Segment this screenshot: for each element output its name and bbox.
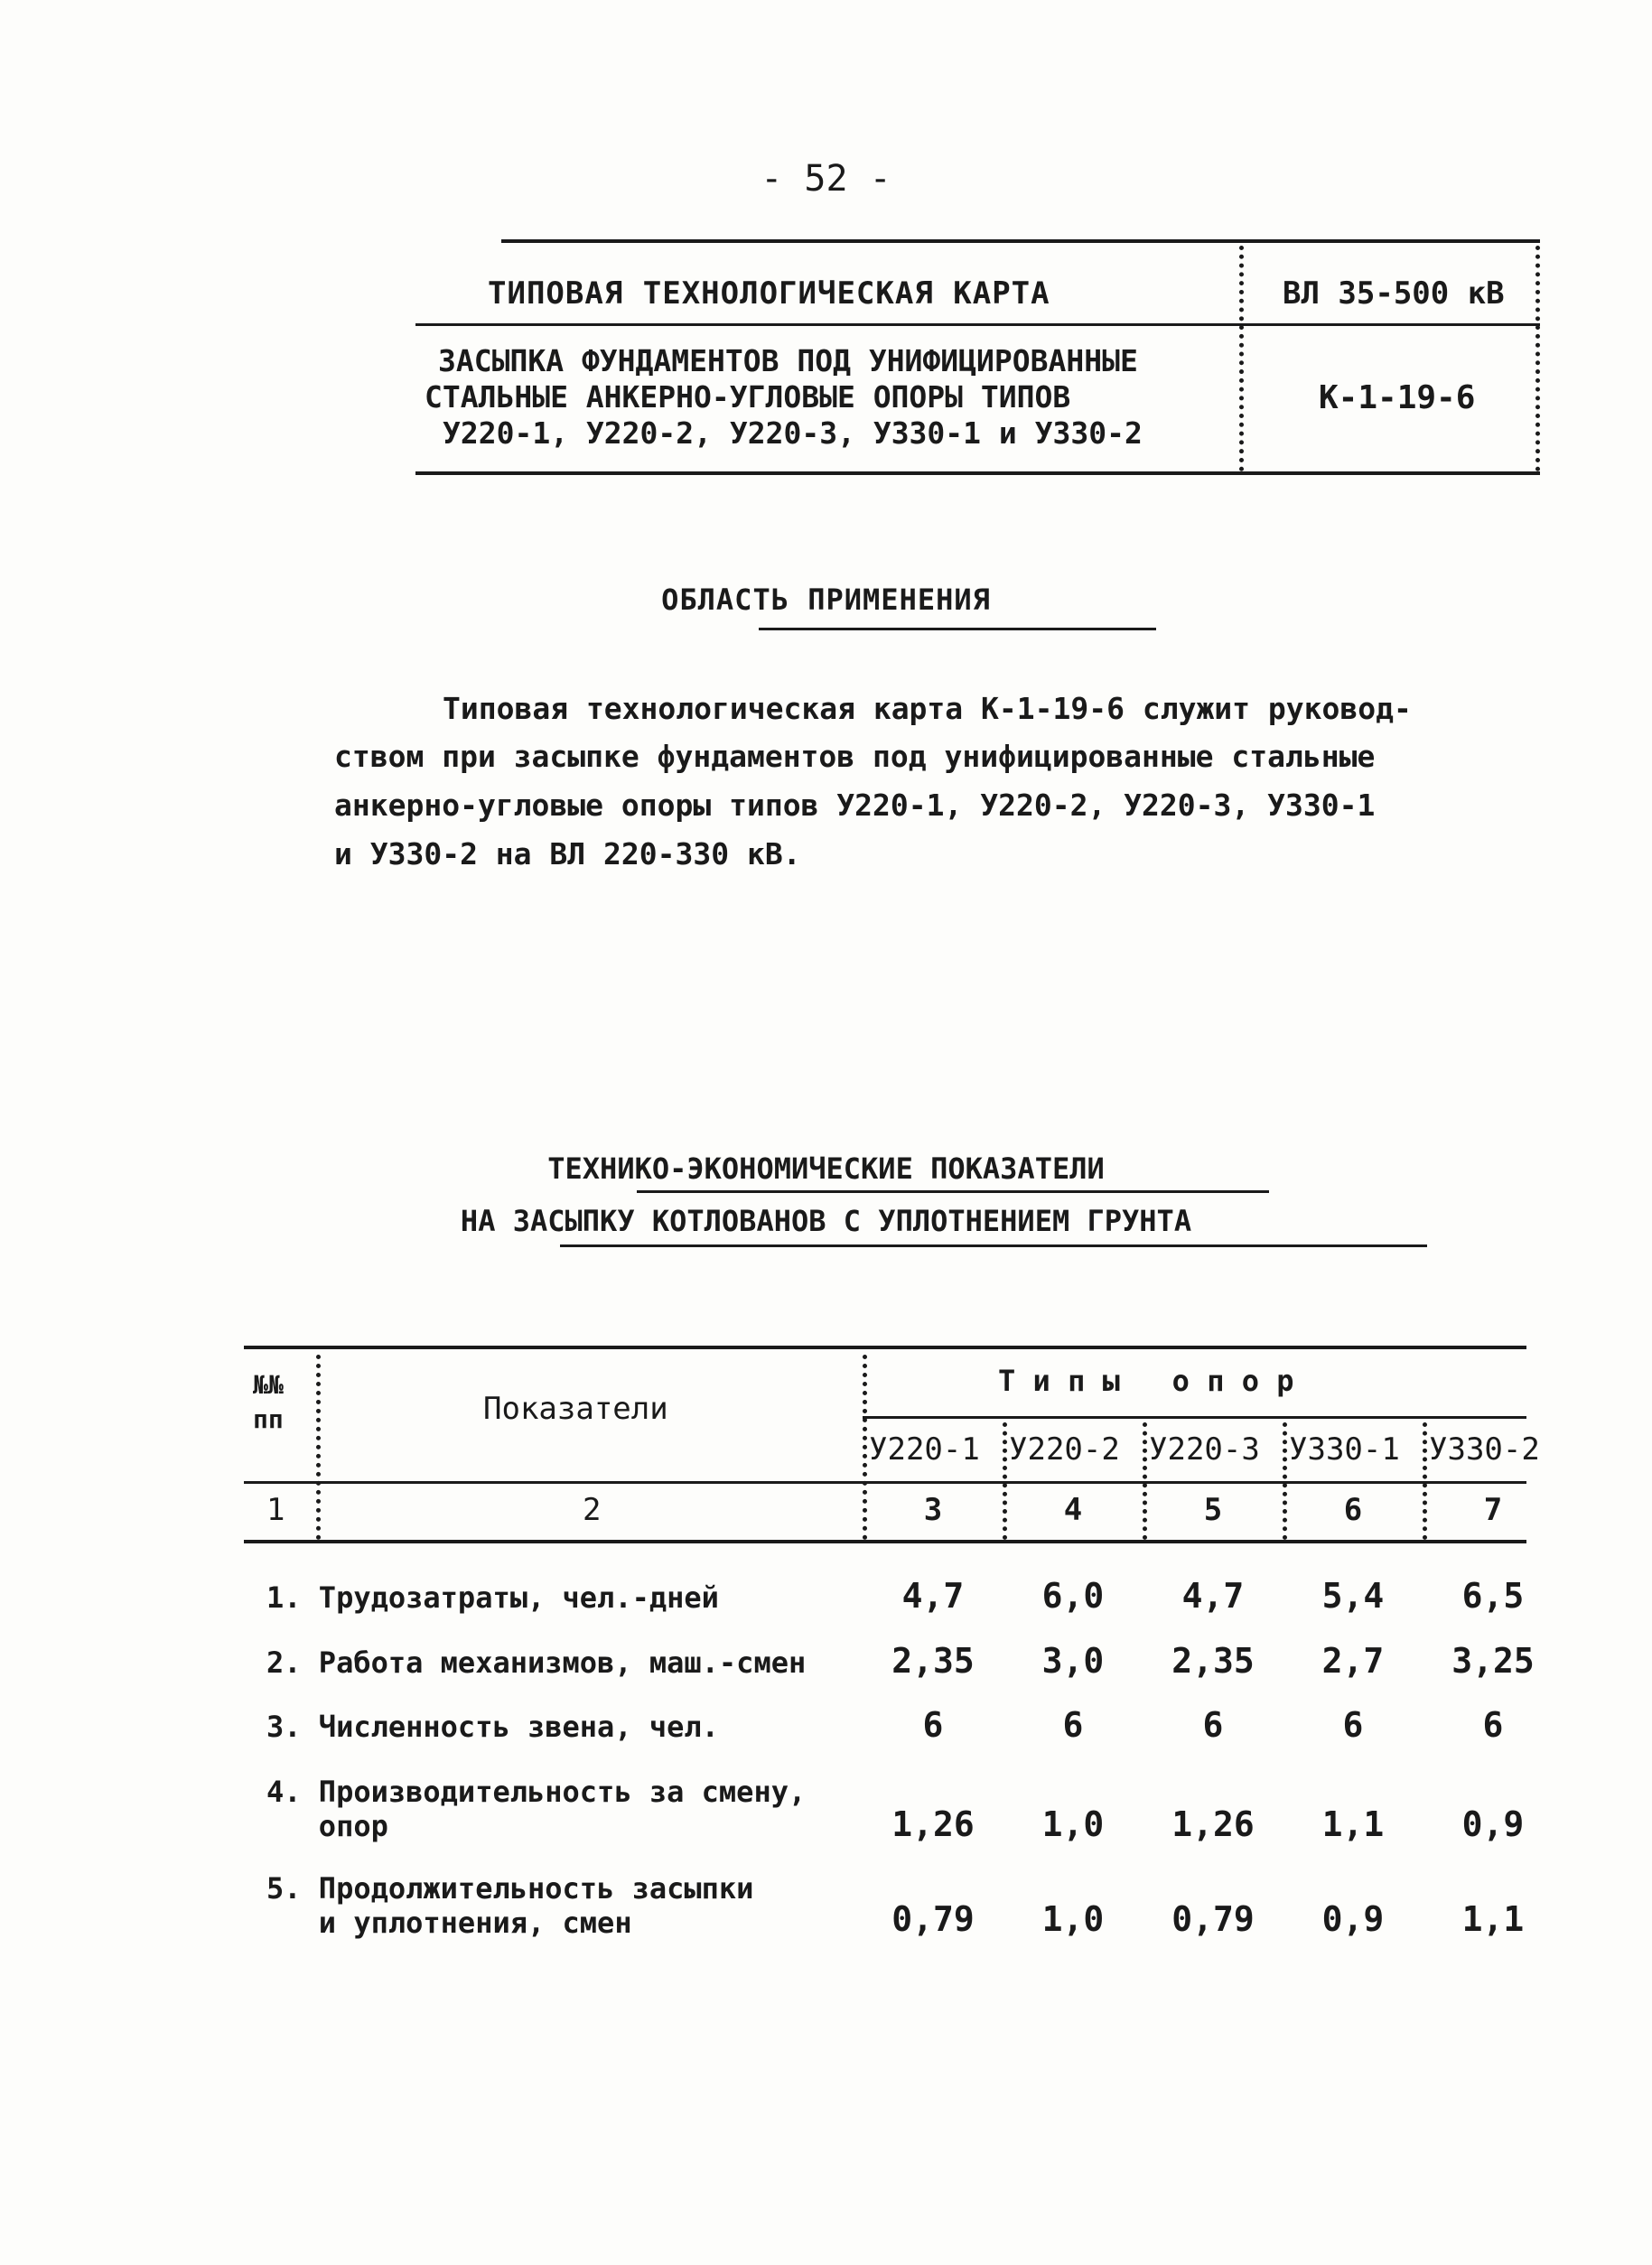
card-mid-rule: [415, 323, 1540, 326]
paragraph-line: анкерно-угловые опоры типов У220-1, У220-2, У220-3, У330-1: [334, 788, 1376, 823]
row-value: 6: [922, 1705, 944, 1745]
row-value: 6: [1202, 1705, 1224, 1745]
type-column-header: У220-2: [1009, 1431, 1120, 1468]
section-heading: ОБЛАСТЬ ПРИМЕНЕНИЯ: [661, 583, 991, 617]
section-heading-underline: [759, 628, 1156, 630]
types-header: Т и п ы о п о р: [998, 1364, 1294, 1398]
row-label: 3. Численность звена, чел.: [266, 1710, 719, 1744]
page-number: - 52 -: [761, 158, 891, 200]
card-scope-code: ВЛ 35-500 кВ: [1283, 275, 1505, 312]
row-value: 0,9: [1461, 1804, 1525, 1844]
row-value: 1,1: [1321, 1804, 1385, 1844]
row-value: 3,0: [1041, 1641, 1105, 1681]
indicators-heading-line2: НА ЗАСЫПКУ КОТЛОВАНОВ С УПЛОТНЕНИЕМ ГРУНТА: [460, 1204, 1192, 1238]
table-colnum-rule: [244, 1540, 1526, 1543]
type-column-header: У220-1: [869, 1431, 980, 1468]
col-no-header: №№ пп: [253, 1370, 284, 1434]
row-label: 1. Трудозатраты, чел.-дней: [266, 1580, 719, 1615]
type-column-header: У330-2: [1429, 1431, 1540, 1468]
column-number: 3: [923, 1492, 943, 1528]
row-label: 4. Производительность за смену,: [266, 1775, 807, 1809]
row-value: 3,25: [1451, 1641, 1535, 1681]
row-label: 5. Продолжительность засыпки: [266, 1871, 754, 1906]
type-column-header: У330-1: [1289, 1431, 1400, 1468]
card-divider-right: [1535, 246, 1540, 471]
column-number: 7: [1483, 1492, 1503, 1528]
divider-no: [316, 1355, 321, 1540]
row-value: 1,1: [1461, 1899, 1525, 1939]
column-number: 6: [1343, 1492, 1363, 1528]
row-value: 6: [1342, 1705, 1364, 1745]
table-header-rule: [244, 1481, 1526, 1484]
column-number: 2: [583, 1492, 602, 1528]
card-number: К-1-19-6: [1319, 379, 1476, 416]
row-value: 6,0: [1041, 1576, 1105, 1616]
column-number: 5: [1203, 1492, 1223, 1528]
row-value: 0,79: [891, 1899, 975, 1939]
indicators-underline-1: [637, 1190, 1269, 1193]
table-top-rule: [244, 1346, 1526, 1349]
row-value: 1,26: [1171, 1804, 1255, 1844]
row-label: опор: [266, 1809, 388, 1843]
paragraph-line: и У330-2 на ВЛ 220-330 кВ.: [334, 836, 801, 872]
table-types-rule: [863, 1416, 1526, 1419]
row-label: 2. Работа механизмов, маш.-смен: [266, 1645, 807, 1680]
card-divider-left: [1239, 246, 1244, 471]
row-label: и уплотнения, смен: [266, 1906, 632, 1940]
column-number: 4: [1063, 1492, 1083, 1528]
paragraph-line: Типовая технологическая карта К-1-19-6 служит руковод-: [443, 691, 1412, 726]
row-value: 2,35: [891, 1641, 975, 1681]
row-value: 0,9: [1321, 1899, 1385, 1939]
row-value: 1,26: [891, 1804, 975, 1844]
indicators-heading-line1: ТЕХНИКО-ЭКОНОМИЧЕСКИЕ ПОКАЗАТЕЛИ: [547, 1151, 1105, 1186]
row-value: 6: [1062, 1705, 1084, 1745]
column-number: 1: [266, 1492, 285, 1528]
row-value: 4,7: [1181, 1576, 1245, 1616]
card-title: ТИПОВАЯ ТЕХНОЛОГИЧЕСКАЯ КАРТА: [488, 275, 1050, 312]
col-indicator-header: Показатели: [483, 1391, 668, 1427]
card-top-rule: [501, 239, 1540, 243]
row-value: 4,7: [901, 1576, 965, 1616]
row-value: 1,0: [1041, 1899, 1105, 1939]
row-value: 2,7: [1321, 1641, 1385, 1681]
row-value: 1,0: [1041, 1804, 1105, 1844]
card-subject-line: СТАЛЬНЫЕ АНКЕРНО-УГЛОВЫЕ ОПОРЫ ТИПОВ: [425, 379, 1071, 415]
card-bottom-rule: [415, 471, 1540, 475]
row-value: 2,35: [1171, 1641, 1255, 1681]
type-column-header: У220-3: [1149, 1431, 1260, 1468]
row-value: 6: [1482, 1705, 1504, 1745]
card-subject-line: ЗАСЫПКА ФУНДАМЕНТОВ ПОД УНИФИЦИРОВАННЫЕ: [438, 343, 1138, 378]
indicators-underline-2: [560, 1244, 1427, 1247]
paragraph-line: ством при засыпке фундаментов под унифицированные стальные: [334, 739, 1376, 774]
row-value: 6,5: [1461, 1576, 1525, 1616]
row-value: 5,4: [1321, 1576, 1385, 1616]
card-subject-line: У220-1, У220-2, У220-3, У330-1 и У330-2: [443, 415, 1143, 451]
row-value: 0,79: [1171, 1899, 1255, 1939]
